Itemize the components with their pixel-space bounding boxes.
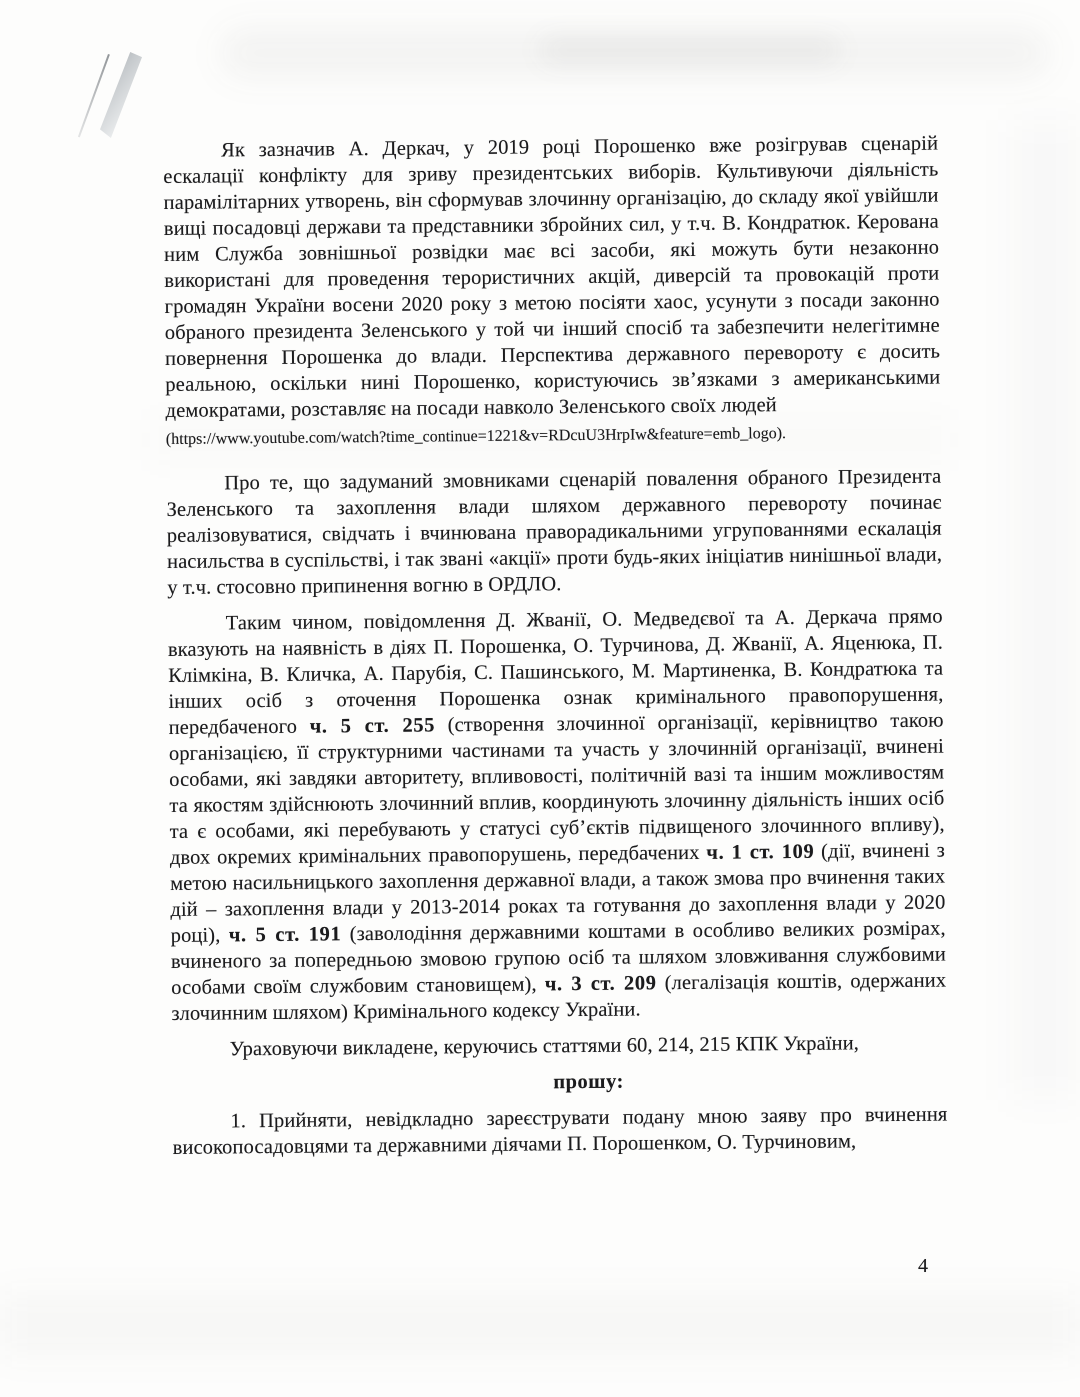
scan-smudge-right [1010, 120, 1080, 1100]
paragraph-1-text: Як зазначив А. Деркач, у 2019 році Порошенко вже розігрував сценарій ескалації конфлікту для зриву президентських виборів. Культивуючи діяльність парамілітарних утворень, він сформував злочинну організацію, до складу якої увійшли вищі посадовці держави та представники збройних сил, у т.ч. В. Кондратюк. Керована ним Служба зовнішньої розвідки має всі засоби, які можуть бути незаконно використані для проведення терористичних акцій, диверсій та провокацій проти громадян України восени 2020 року з метою посіяти хаос, усунути з посади законно обраного президента Зеленського у той чи інший спосіб та забезпечити нелегітимне повернення Порошенка до влади. Перспектива державного перевороту є досить реальною, оскільки нині Порошенко, користуючись зв’язками з американськими демократами, розставляє на посади навколо Зеленського своїх людей [163, 132, 941, 422]
request-heading: прошу: [553, 1070, 624, 1094]
youtube-url-text: (https://www.youtube.com/watch?time_continue=1221&v=RDcuU3HrpIw&feature=emb_logo). [165, 425, 787, 448]
paragraph-1 [163, 131, 941, 453]
folded-corner-artifact [100, 52, 142, 138]
statute-ref-109: ч. 1 ст. 109 [706, 840, 815, 864]
paragraph-3 [168, 604, 947, 1027]
paragraph-4 [172, 1030, 947, 1063]
paragraph-3-seg-0: Таким чином, повідомлення Д. Жванії, О. Медведєвої та А. Деркача прямо вказують на наявність в діях П. Порошенка, О. Турчинова, Д. Жванії, А. Яценюка, П. Клімкіна, В. Кличка, А. Парубія, С. Пашинського, М. Мартиненка, В. Кондратюка та інших осіб з оточення Порошенка ознак кримінального правопорушення, передбаченого [167, 605, 944, 739]
statute-ref-191: ч. 5 ст. 191 [228, 923, 342, 947]
document-body [163, 131, 948, 1161]
paragraph-4-text: Ураховуючи викладене, керуючись статтями 60, 214, 215 КПК України, [229, 1032, 860, 1061]
paragraph-3-seg-8: (легалізація коштів, одержаних злочинним шляхом) Кримінального кодексу України. [171, 969, 947, 1025]
paragraph-2 [166, 464, 942, 601]
paragraph-3-seg-2: (створення злочинної організації, керівництво такою організацією, її структурними частинами та участь у злочинній організації, вчинені особами, які завдяки авторитету, впливовості, політичній вазі та іншим можливостям та якостям здійснюють злочинний вплив, координують злочинну діяльність інших осіб та є особами, які перебувають у статусі суб’єктів підвищеного злочинного впливу), двох окремих кримінальних правопорушень, передбачених [168, 709, 945, 869]
paragraph-3-seg-4: (дії, вчинені з метою насильницького захоплення державної влади, а також змова про вчинення таких дій – захоплення влади у 2013-2014 роках та готування до захоплення влади у 2020 році), [170, 839, 946, 947]
paragraph-3-seg-6: (заволодіння державними коштами в особливо великих розмірах, вчиненого за попередньою змовою групою осіб та шляхом зловживання службовими особами своїм службовим становищем), [170, 917, 946, 999]
paragraph-5 [172, 1102, 947, 1161]
scan-smudge-bottom [0, 1295, 1080, 1355]
paragraph-2-text: Про те, що задуманий змовниками сценарій повалення обраного Президента Зеленського та захоплення влади шляхом державного перевороту починає реалізовуватися, свідчать і вчинювана праворадикальними угрупованнями ескалація насильства в суспільстві, і так звані «акції» проти будь-яких ініціатив нинішньої влади, у т.ч. стосовно припинення вогню в ОРДЛО. [166, 465, 943, 599]
statute-ref-209: ч. 3 ст. 209 [544, 972, 657, 996]
scan-smudge-top [220, 28, 1050, 78]
page-number: 4 [918, 1255, 928, 1277]
scan-smudge-top-dark [540, 36, 840, 64]
statute-ref-255: ч. 5 ст. 255 [309, 714, 436, 738]
paragraph-5-text: 1. Прийняти, невідкладно зареєструвати подану мною заяву про вчинення високопосадовцями та державними діячами П. Порошенком, О. Турчиновим, [172, 1103, 948, 1159]
